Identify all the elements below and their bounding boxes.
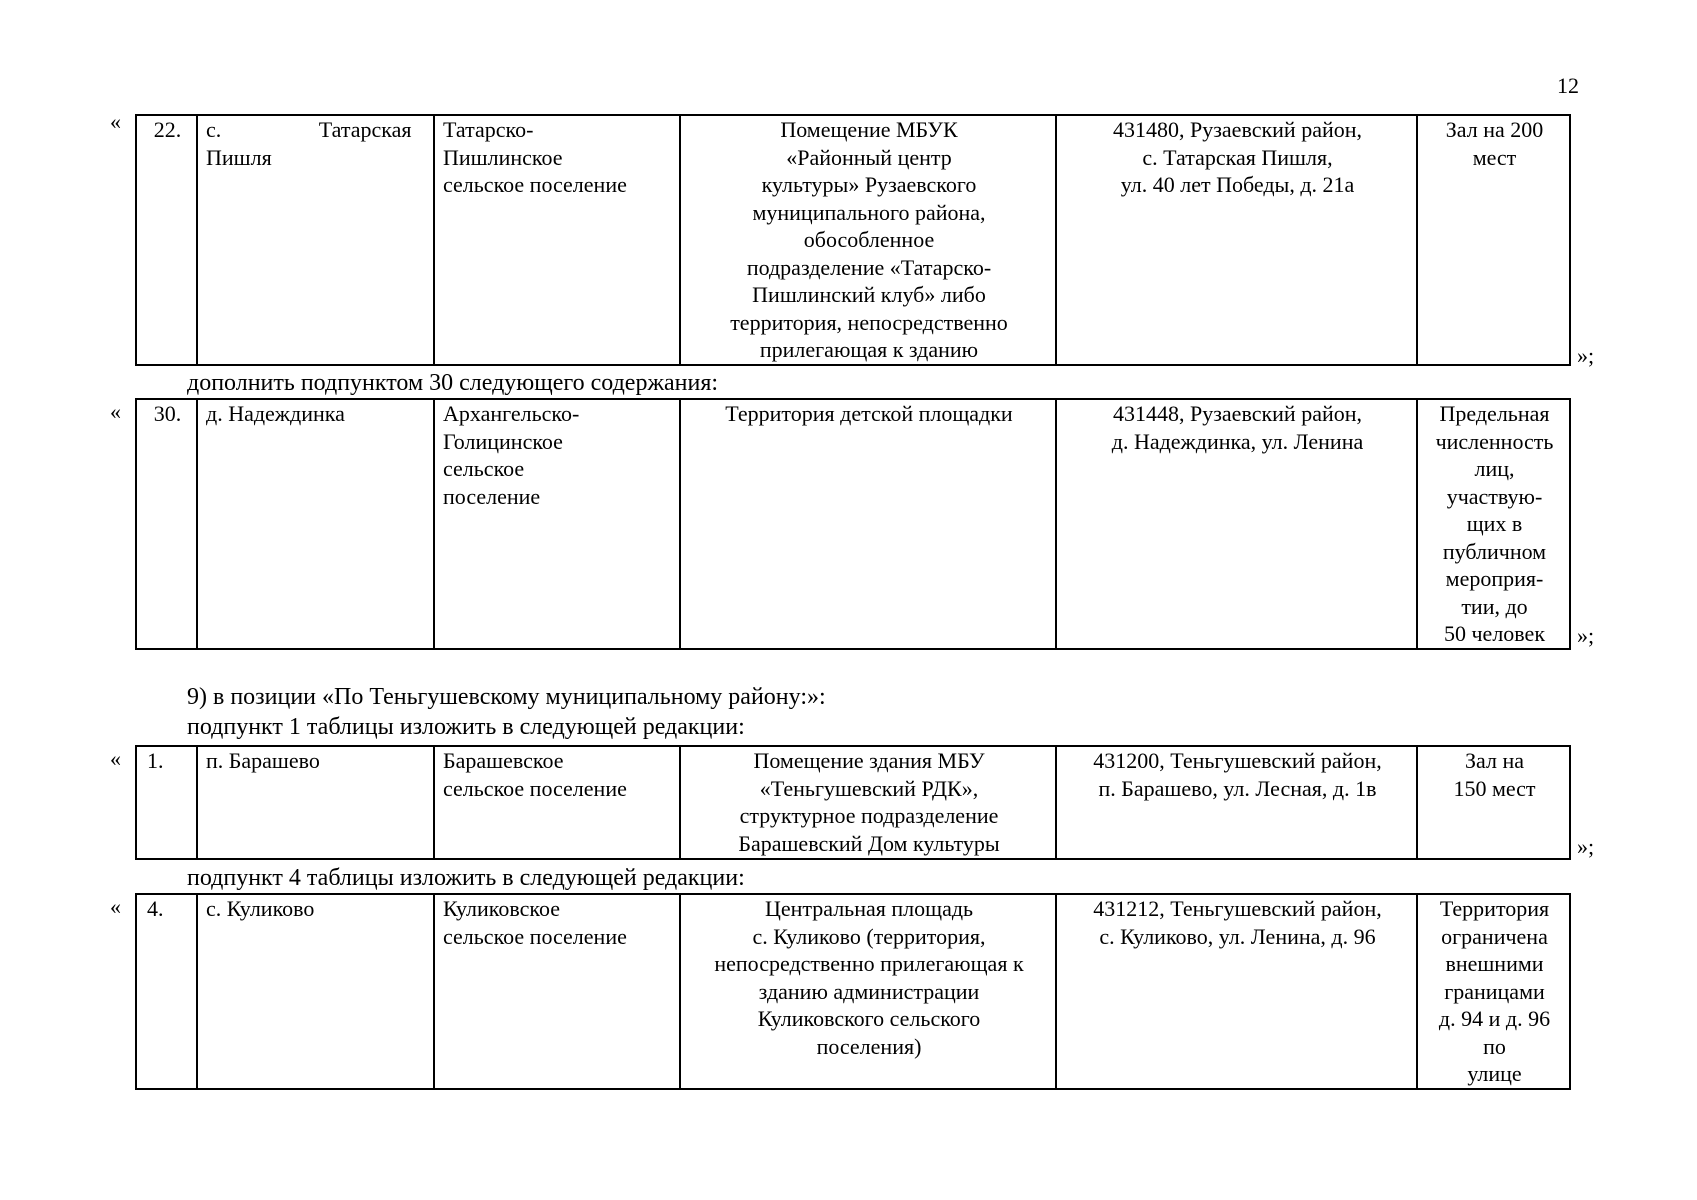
page-number: 12 — [1557, 73, 1579, 98]
locality-cell — [197, 115, 434, 365]
instruction-sub-4: подпункт 4 таблицы изложить в следующей редакции: — [187, 865, 745, 891]
venue-cell: Помещение МБУК «Районный центр культуры» Рузаевского муниципального района, обособленное подразделение «Татарско- Пишлинский клуб» либо территория, непосредственно прилегающая к зданию — [680, 115, 1056, 365]
capacity-cell: Зал на 150 мест — [1417, 746, 1570, 859]
table-row-22 — [135, 114, 1571, 366]
closing-quote: »; — [1577, 623, 1595, 648]
address-cell: 431448, Рузаевский район, д. Надеждинка, ул. Ленина — [1056, 399, 1417, 649]
locality-part-1: с. Татарская — [206, 117, 412, 142]
capacity-cell: Зал на 200 мест — [1417, 115, 1570, 365]
table-row-1 — [135, 745, 1571, 860]
settlement-cell: Архангельско- Голицинское сельское поселение — [434, 399, 680, 649]
opening-quote: « — [110, 746, 121, 771]
opening-quote: « — [110, 109, 121, 134]
settlement-cell: Куликовское сельское поселение — [434, 894, 680, 1089]
venue-cell: Территория детской площадки — [680, 399, 1056, 649]
locality-cell: п. Барашево — [197, 746, 434, 859]
instruction-item-9: 9) в позиции «По Теньгушевскому муниципальному району:»: — [187, 684, 826, 710]
address-cell: 431480, Рузаевский район, с. Татарская Пишля, ул. 40 лет Победы, д. 21а — [1056, 115, 1417, 365]
opening-quote: « — [110, 399, 121, 424]
instruction-sub-1: подпункт 1 таблицы изложить в следующей редакции: — [187, 714, 745, 740]
row-number: 4. — [136, 894, 197, 1089]
venue-cell: Помещение здания МБУ «Теньгушевский РДК», структурное подразделение Барашевский Дом культуры — [680, 746, 1056, 859]
closing-quote: »; — [1577, 343, 1595, 368]
venue-cell: Центральная площадь с. Куликово (территория, непосредственно прилегающая к зданию администрации Куликовского сельского поселения) — [680, 894, 1056, 1089]
opening-quote: « — [110, 894, 121, 919]
address-cell: 431200, Теньгушевский район, п. Барашево, ул. Лесная, д. 1в — [1056, 746, 1417, 859]
locality-cell: с. Куликово — [197, 894, 434, 1089]
row-number: 1. — [136, 746, 197, 859]
settlement-cell: Татарско- Пишлинское сельское поселение — [434, 115, 680, 365]
settlement-cell: Барашевское сельское поселение — [434, 746, 680, 859]
row-number: 30. — [136, 399, 197, 649]
capacity-cell: Территория ограничена внешними границами д. 94 и д. 96 по улице — [1417, 894, 1570, 1089]
locality-cell: д. Надеждинка — [197, 399, 434, 649]
row-number: 22. — [136, 115, 197, 365]
capacity-cell: Предельная численность лиц, участвую- щих в публичном мероприя- тии, до 50 человек — [1417, 399, 1570, 649]
closing-quote: »; — [1577, 834, 1595, 859]
instruction-add-30: дополнить подпунктом 30 следующего содержания: — [187, 370, 719, 396]
address-cell: 431212, Теньгушевский район, с. Куликово, ул. Ленина, д. 96 — [1056, 894, 1417, 1089]
table-row-30 — [135, 398, 1571, 650]
table-row-4 — [135, 893, 1571, 1090]
locality-part-2: Пишля — [206, 144, 272, 170]
